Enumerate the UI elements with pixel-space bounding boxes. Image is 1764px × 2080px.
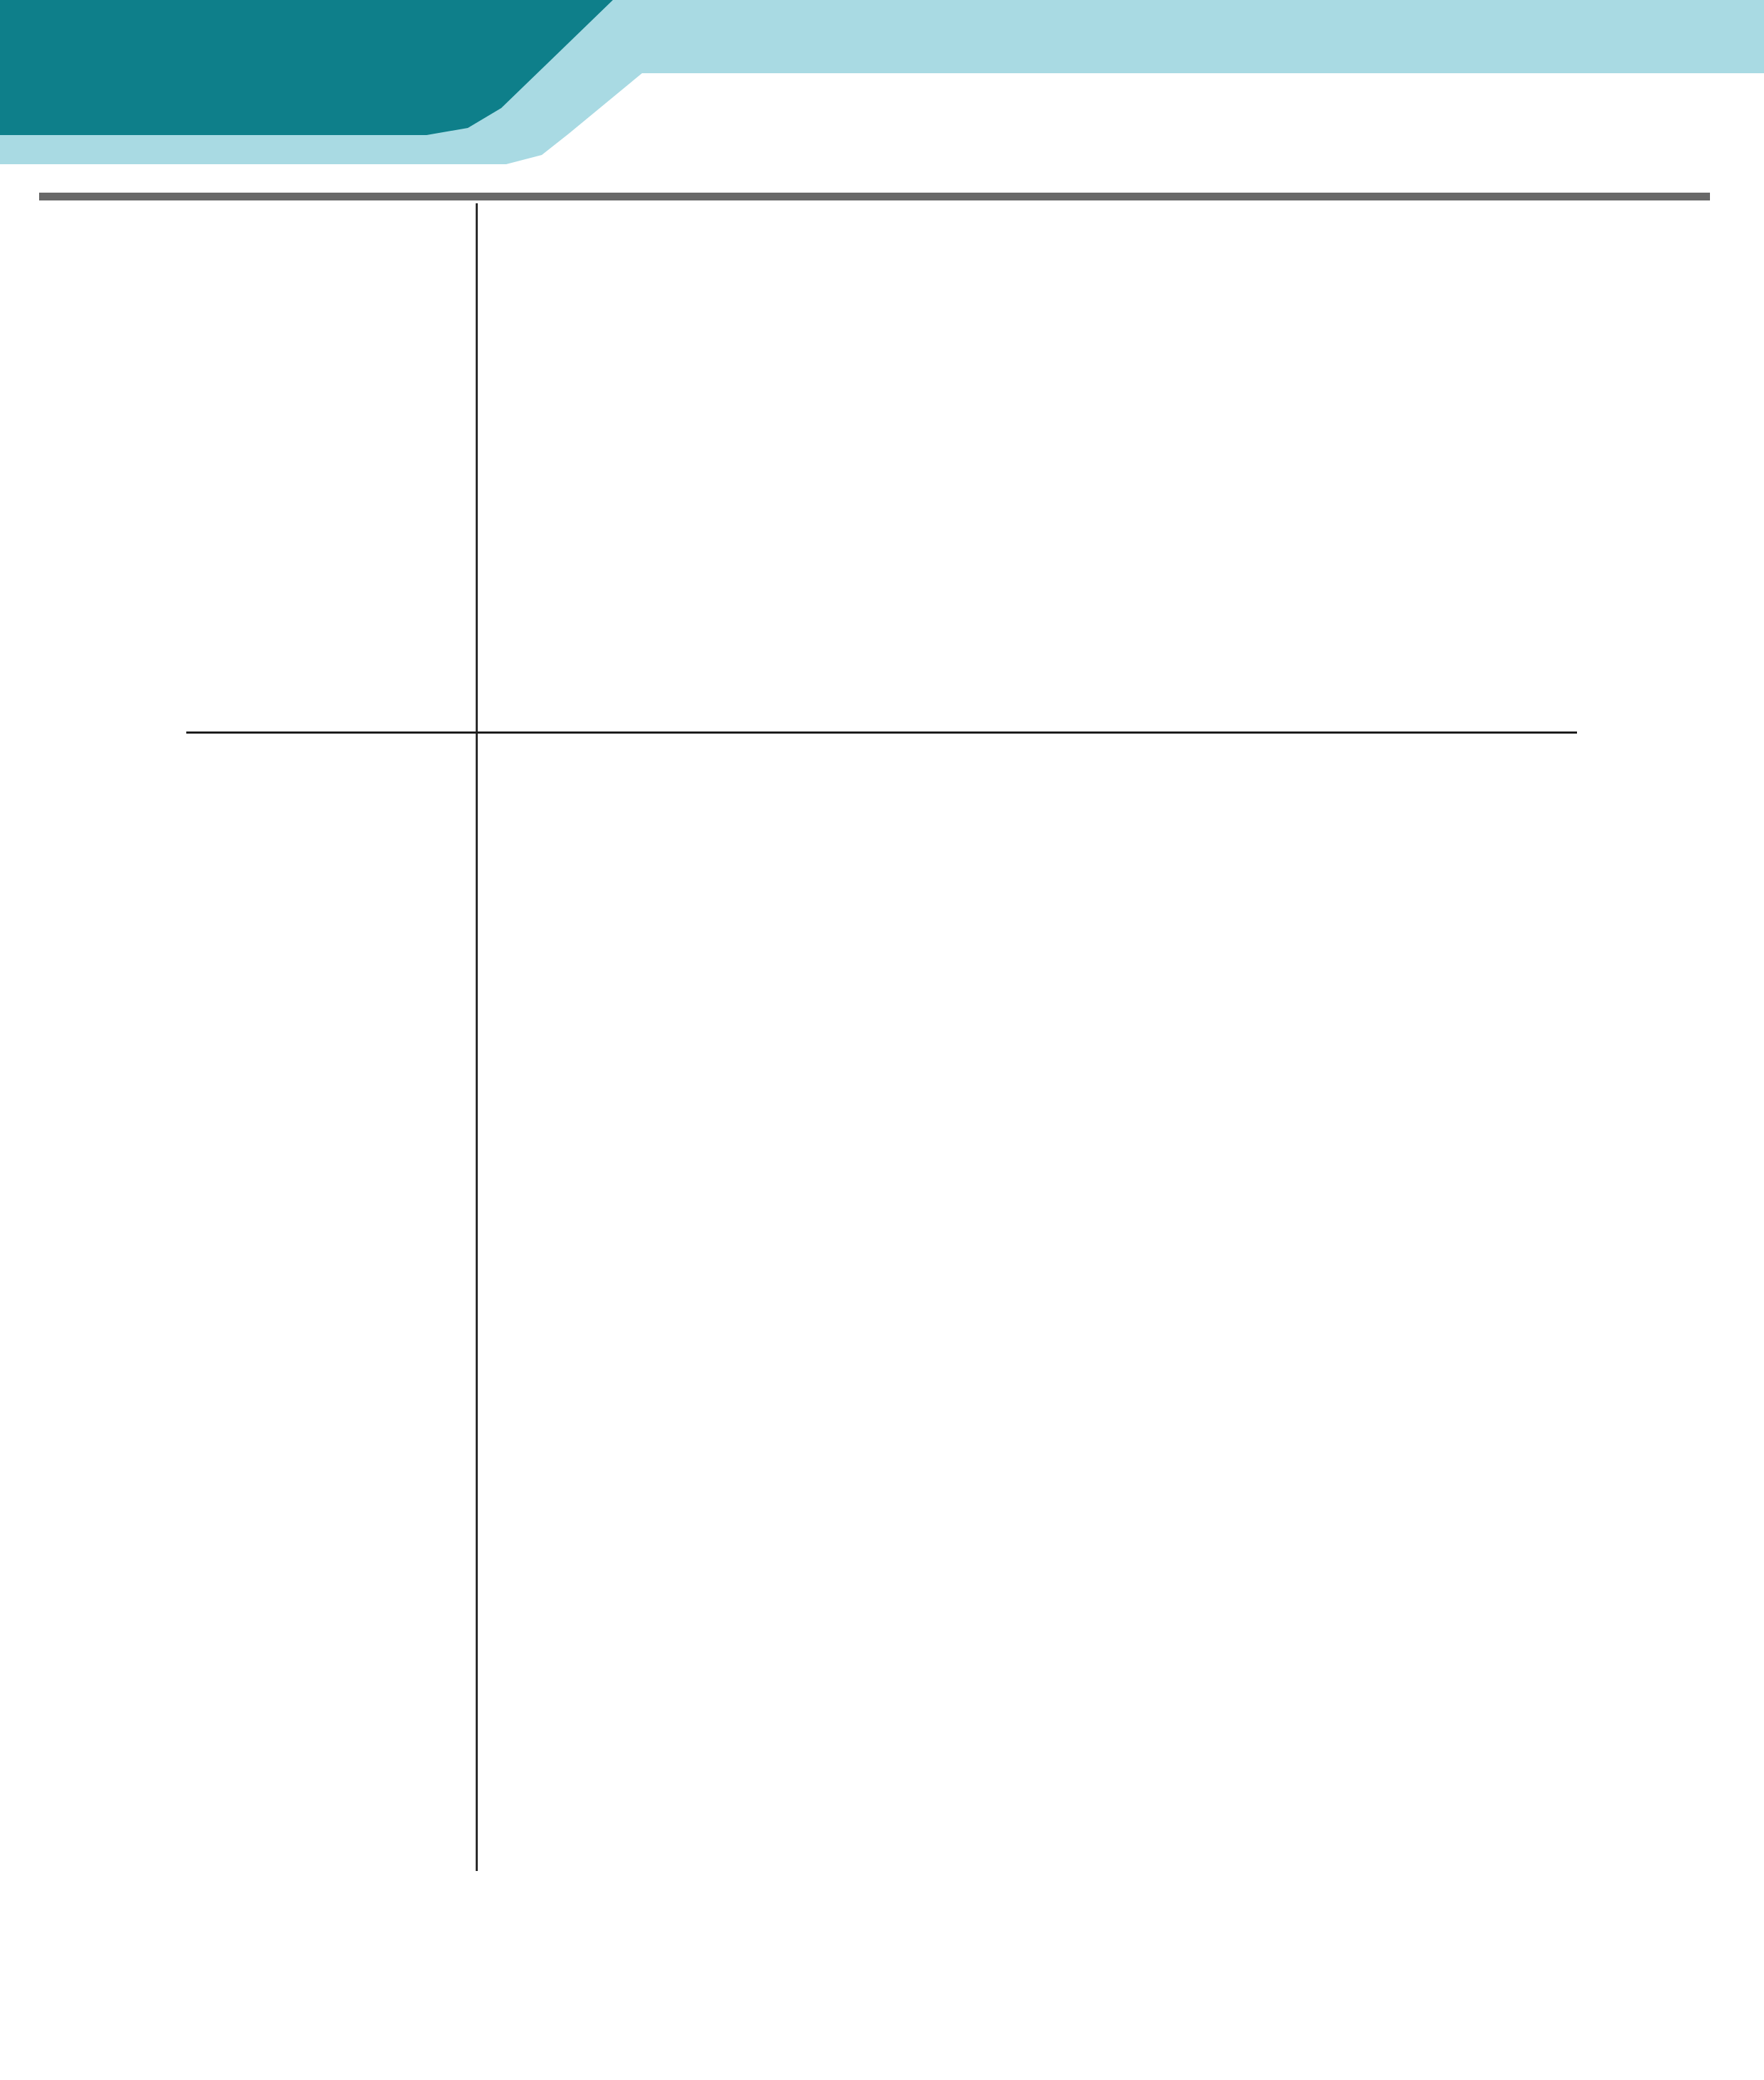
network-triangle-diagram xyxy=(498,1137,754,1336)
trace-plot-dAB xyxy=(496,1463,766,1683)
table-row-divider xyxy=(186,731,1577,734)
density-plot-dAB xyxy=(771,1463,1049,1683)
effect-sizes-mcmc-panel xyxy=(1022,1456,1499,1811)
header-divider xyxy=(39,193,1710,200)
trace-plot-dAC xyxy=(496,1699,766,1919)
indirect-evidence-formula xyxy=(506,1362,592,1396)
direct-evidence-chart xyxy=(1086,1125,1512,1466)
density-plot-dAC xyxy=(771,1699,1049,1919)
table-column-divider xyxy=(476,203,478,1871)
qq-plot xyxy=(889,269,1571,729)
